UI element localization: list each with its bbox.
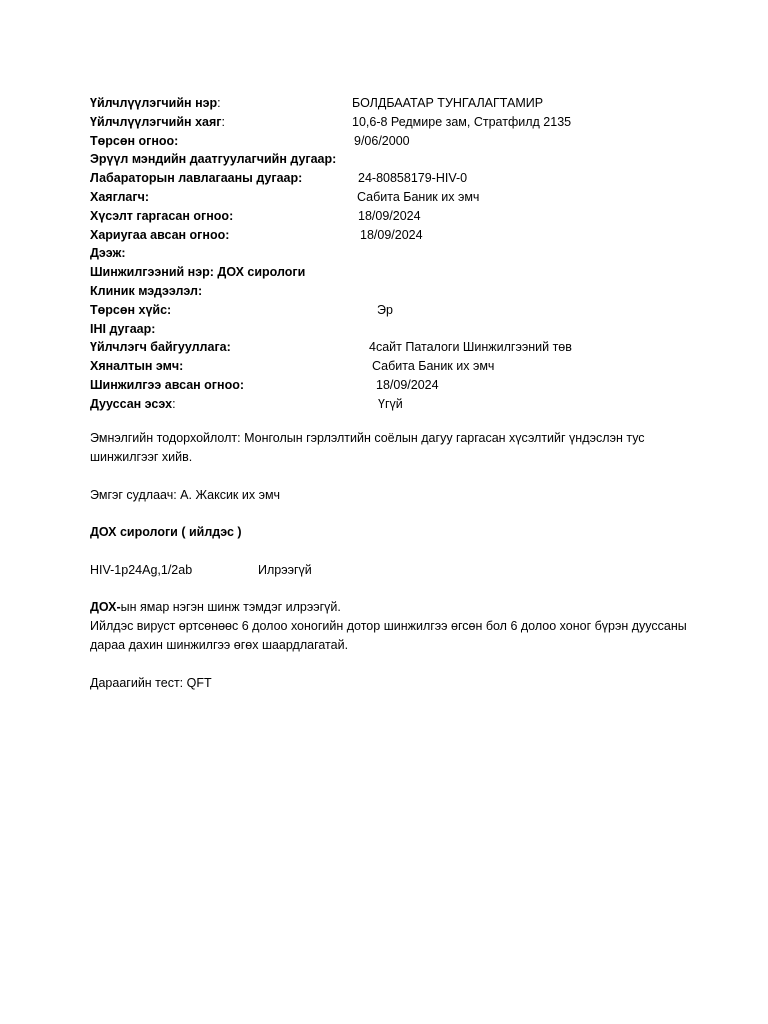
- test-result: Илрээгүй: [258, 563, 312, 577]
- field-label: Лабараторын лавлагааны дугаар:: [90, 171, 303, 186]
- field-label: IHI дугаар:: [90, 321, 156, 336]
- field-label: Хүсэлт гаргасан огноо:: [90, 208, 234, 223]
- field-value: 24-80858179-HIV-0: [358, 171, 468, 186]
- field-lab-reference: [90, 169, 690, 188]
- finding-rest: ын ямар нэгэн шинж тэмдэг илрээгүй.: [120, 600, 341, 614]
- field-clinical-info: [90, 282, 690, 301]
- field-collection-date: [90, 376, 690, 395]
- field-label: Үйлчлүүлэгчийн хаяг: [90, 114, 222, 129]
- next-test: Дараагийн тест: QFT: [90, 676, 212, 690]
- field-label: Клиник мэдээлэл:: [90, 283, 203, 298]
- clinical-note: Эмнэлгийн тодорхойлолт: Монголын гэрлэлтийн соёлын дагуу гаргасан хүсэлтийг үндэслэн тус шинжилгээг хийв.: [90, 431, 645, 464]
- field-value: 4сайт Паталоги Шинжилгээний төв: [369, 340, 572, 355]
- field-label: Дээж:: [90, 246, 126, 261]
- field-value: Эр: [377, 302, 393, 317]
- pathologist-line: Эмгэг судлаач: А. Жаксик их эмч: [90, 488, 281, 502]
- field-client-address: [90, 113, 690, 132]
- field-colon: :: [217, 96, 221, 110]
- field-value: Сабита Баник их эмч: [357, 189, 480, 204]
- field-value: Сабита Баник их эмч: [372, 359, 495, 374]
- field-insurance-number: [90, 150, 690, 169]
- field-label: Хаяглагч:: [90, 189, 149, 204]
- field-sex: [90, 301, 690, 320]
- field-label: Шинжилгээний нэр: ДОХ сирологи: [90, 265, 306, 280]
- field-value: 18/09/2024: [360, 227, 423, 242]
- field-label: Шинжилгээ авсан огноо:: [90, 377, 244, 392]
- field-label: Хяналтын эмч:: [90, 359, 184, 374]
- finding-note: Ийлдэс вируст өртсөнөөс 6 долоо хоногийн дотор шинжилгээ өгсөн бол 6 долоо хоног бүрэн дууссаны дараа дахин шинжилгээ өгөх шаардлагатай.: [90, 619, 687, 652]
- field-colon: :: [172, 396, 176, 411]
- field-birth-date: [90, 132, 690, 151]
- test-result-row: [90, 561, 690, 580]
- patient-details: [90, 94, 690, 414]
- finding-line: [90, 598, 690, 617]
- field-value: 18/09/2024: [376, 377, 439, 392]
- field-value: 9/06/2000: [354, 133, 410, 148]
- field-supervising-doctor: [90, 357, 690, 376]
- field-label: Эрүүл мэндийн даатгуулагчийн дугаар:: [90, 152, 337, 167]
- field-value: 10,6-8 Редмире зам, Стратфилд 2135: [352, 114, 572, 129]
- field-value: 18/09/2024: [358, 208, 421, 223]
- field-label: Төрсөн хүйс:: [90, 302, 172, 317]
- field-value: БОЛДБААТАР ТУНГАЛАГТАМИР: [352, 96, 544, 110]
- field-label: Үйлчлүүлэгчийн нэр: [90, 96, 218, 110]
- field-ihi-number: [90, 320, 690, 339]
- field-service-provider: [90, 338, 690, 357]
- field-addressee: [90, 188, 690, 207]
- field-client-name: [90, 94, 690, 113]
- section-title: ДОХ сирологи ( ийлдэс ): [90, 525, 242, 539]
- field-value: Үгүй: [378, 396, 403, 411]
- field-label: Төрсөн огноо:: [90, 133, 179, 148]
- test-name: HIV-1p24Ag,1/2ab: [90, 563, 193, 577]
- field-label: Хариугаа авсан огноо:: [90, 227, 230, 242]
- field-colon: :: [221, 114, 225, 129]
- field-specimen: [90, 244, 690, 263]
- finding-bold: ДОХ-: [90, 600, 121, 614]
- field-test-name: [90, 263, 690, 282]
- field-request-date: [90, 207, 690, 226]
- field-label: Дууссан эсэх: [90, 396, 173, 411]
- field-result-date: [90, 226, 690, 245]
- field-label: Үйлчлэгч байгууллага:: [90, 340, 231, 355]
- field-completed: [90, 395, 690, 414]
